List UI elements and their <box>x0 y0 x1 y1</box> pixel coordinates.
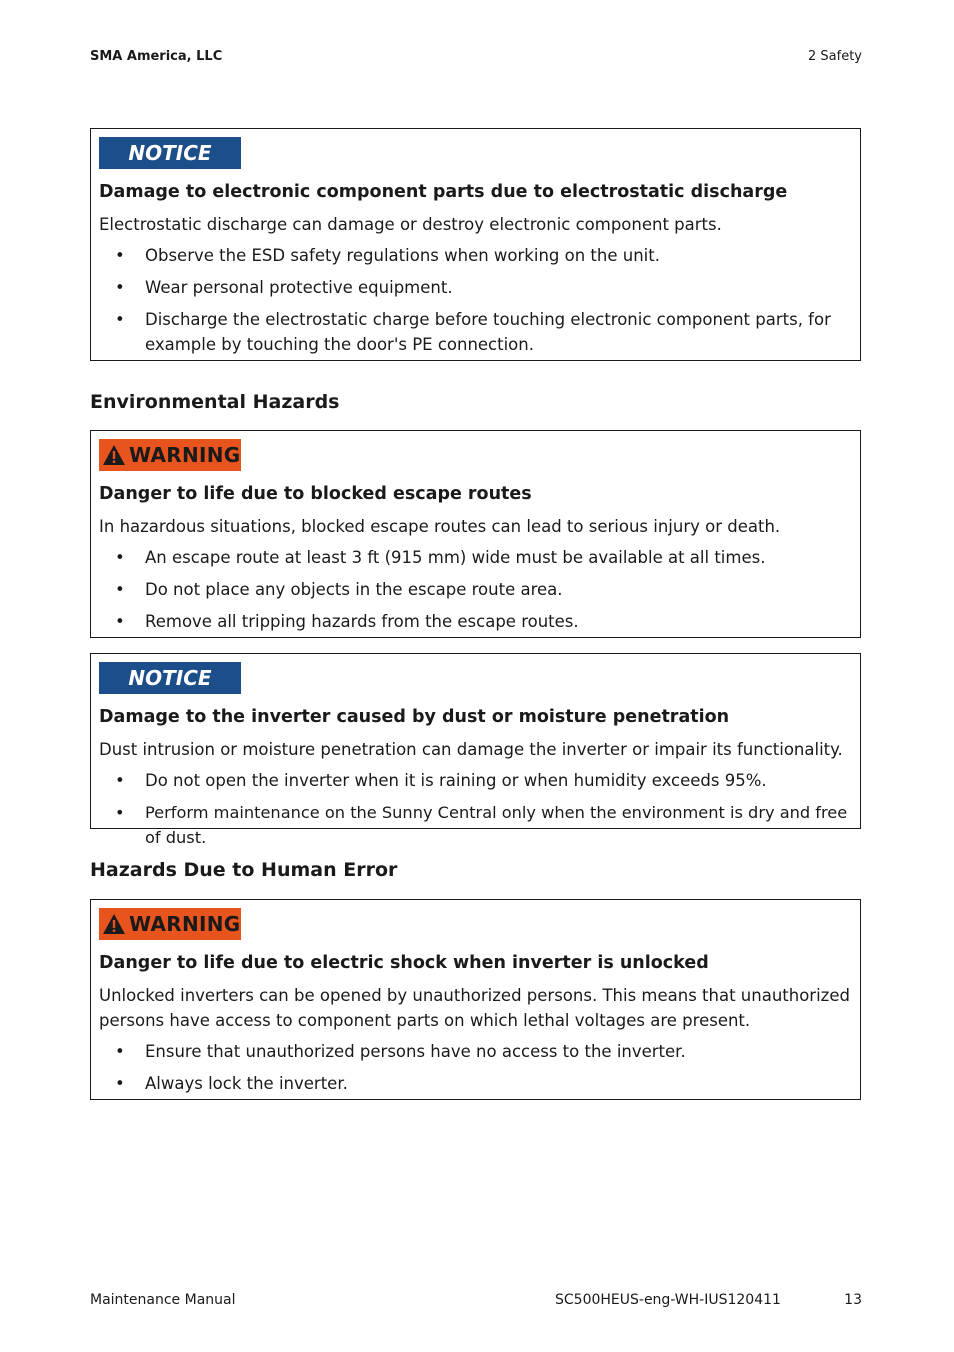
notice-badge: NOTICE <box>99 662 241 694</box>
bullet-glyph: • <box>115 771 125 790</box>
warning-triangle-icon <box>102 444 126 466</box>
warning-box-escape-routes <box>90 430 861 638</box>
list-item: • Observe the ESD safety regulations when working on the unit. <box>99 243 860 268</box>
bullet-glyph: • <box>115 1042 125 1061</box>
notice-title: Damage to the inverter caused by dust or moisture penetration <box>99 707 730 727</box>
list-item: • Ensure that unauthorized persons have no access to the inverter. <box>99 1039 860 1064</box>
warning-box-unlocked-inverter <box>90 899 861 1100</box>
list-item: • Wear personal protective equipment. <box>99 275 860 300</box>
warning-description: Unlocked inverters can be opened by unauthorized persons. This means that unauthorized persons have access to component parts on which lethal voltages are present. <box>99 986 850 1030</box>
bullet-glyph: • <box>115 1074 125 1093</box>
notice-box-dust-moisture <box>90 653 861 847</box>
notice-badge: NOTICE <box>99 137 241 169</box>
footer-doc-type: Maintenance Manual <box>90 1292 236 1308</box>
section-heading-human-error: Hazards Due to Human Error <box>90 859 398 881</box>
bullet-glyph: • <box>115 803 125 822</box>
warning-title: Danger to life due to blocked escape routes <box>99 484 532 504</box>
warning-description: In hazardous situations, blocked escape routes can lead to serious injury or death. <box>99 517 781 536</box>
bullet-glyph: • <box>115 246 125 265</box>
warning-badge-label: WARNING <box>129 912 241 936</box>
list-item: • Perform maintenance on the Sunny Central only when the environment is dry and free of dust. <box>99 800 860 850</box>
list-item: • Discharge the electrostatic charge before touching electronic component parts, for example by touching the door's PE connection. <box>99 307 860 357</box>
notice-description: Dust intrusion or moisture penetration can damage the inverter or impair its functionality. <box>99 740 843 759</box>
warning-badge <box>99 908 241 940</box>
bullet-glyph: • <box>115 580 125 599</box>
warning-bullet-list <box>99 1039 860 1096</box>
list-item: • Remove all tripping hazards from the escape routes. <box>99 609 860 634</box>
list-item: • Always lock the inverter. <box>99 1071 860 1096</box>
footer-doc-code: SC500HEUS-eng-WH-IUS120411 <box>555 1292 781 1308</box>
warning-triangle-icon <box>102 913 126 935</box>
bullet-glyph: • <box>115 612 125 631</box>
company-name: SMA America, LLC <box>90 49 223 64</box>
bullet-glyph: • <box>115 548 125 567</box>
list-item: • An escape route at least 3 ft (915 mm) wide must be available at all times. <box>99 545 860 570</box>
warning-title: Danger to life due to electric shock when inverter is unlocked <box>99 953 709 973</box>
notice-description: Electrostatic discharge can damage or destroy electronic component parts. <box>99 215 722 234</box>
list-item: • Do not open the inverter when it is raining or when humidity exceeds 95%. <box>99 768 860 793</box>
notice-bullet-list <box>99 768 860 850</box>
notice-bullet-list <box>99 243 860 357</box>
warning-badge-label: WARNING <box>129 443 241 467</box>
warning-bullet-list <box>99 545 860 634</box>
list-item: • Do not place any objects in the escape route area. <box>99 577 860 602</box>
warning-badge <box>99 439 241 471</box>
bullet-glyph: • <box>115 310 125 329</box>
bullet-glyph: • <box>115 278 125 297</box>
notice-title: Damage to electronic component parts due to electrostatic discharge <box>99 182 788 202</box>
notice-box-esd <box>90 128 861 361</box>
section-heading-environmental: Environmental Hazards <box>90 391 340 413</box>
page-number: 13 <box>844 1292 862 1308</box>
chapter-label: 2 Safety <box>808 49 862 64</box>
